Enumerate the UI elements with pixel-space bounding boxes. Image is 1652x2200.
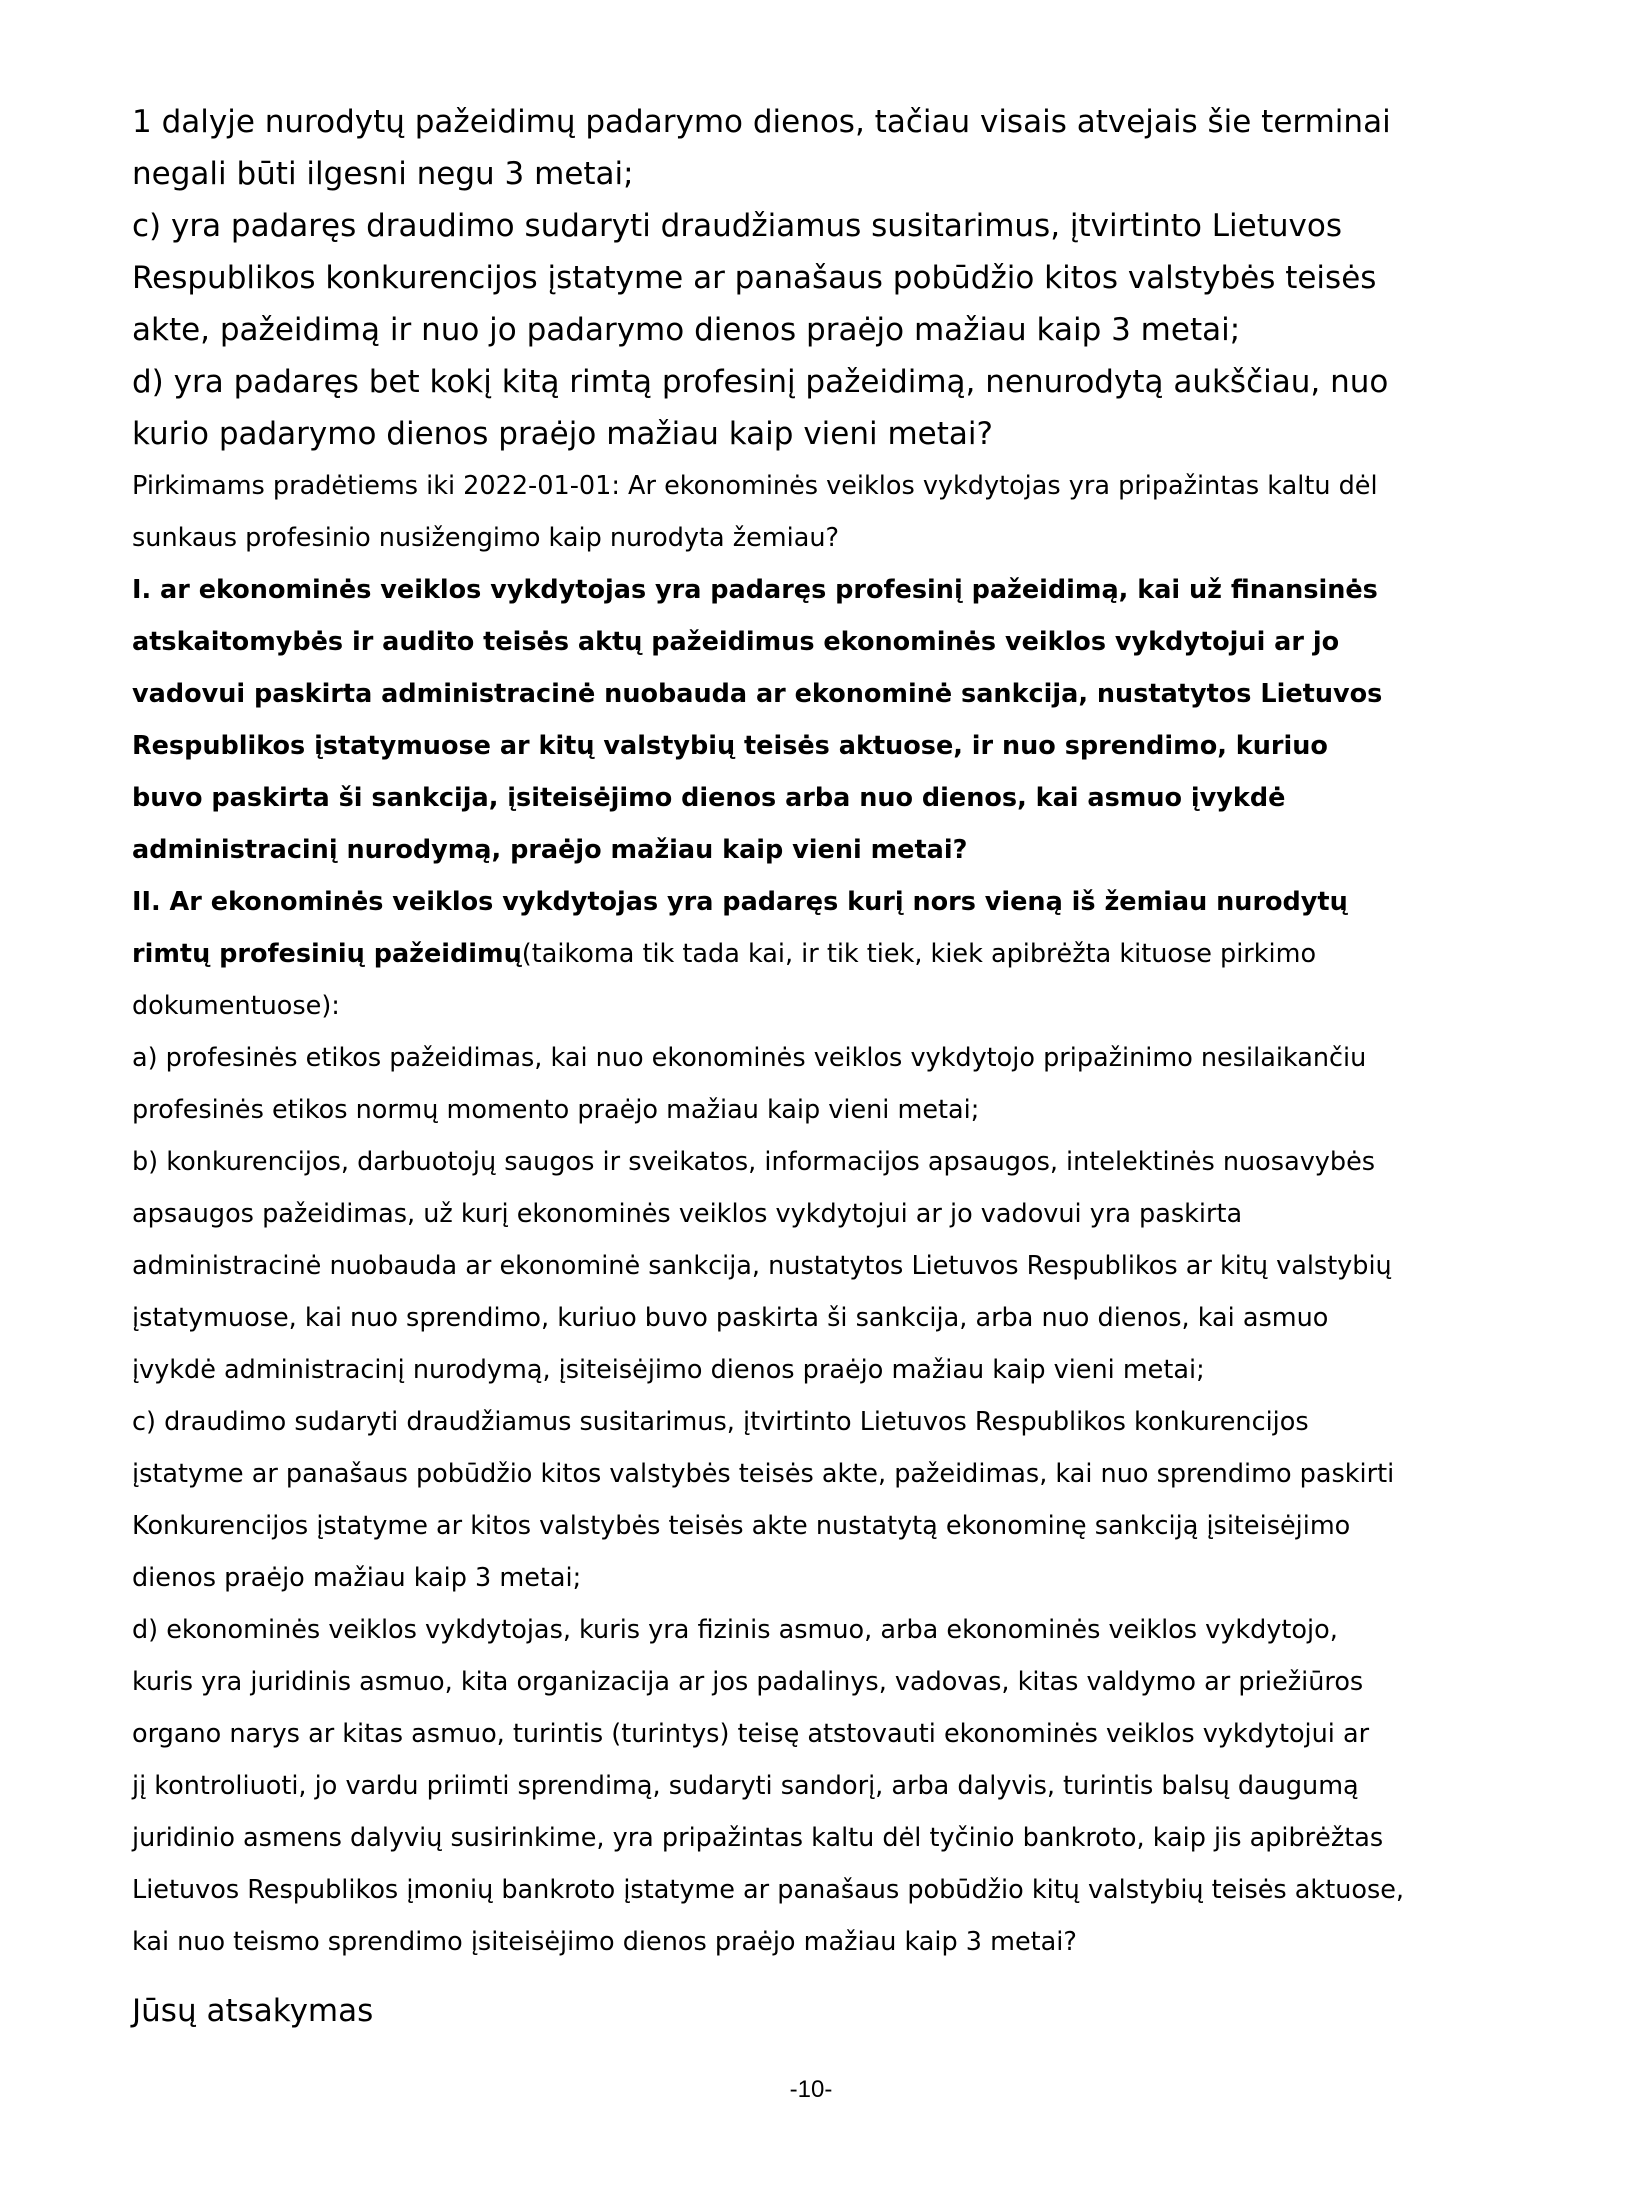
text-line [132,772,1532,824]
text-line [132,1396,1532,1448]
text-line [132,1084,1532,1136]
text: kai nuo teismo sprendimo įsiteisėjimo dienos praėjo mažiau kaip 3 metai? [132,1927,1077,1957]
text: įvykdė administracinį nurodymą, įsiteisėjimo dienos praėjo mažiau kaip vieni metai; [132,1355,1205,1385]
text-line [132,1708,1532,1760]
text-line [132,1344,1532,1396]
text: įstatymuose, kai nuo sprendimo, kuriuo buvo paskirta ši sankcija, arba nuo dienos, kai asmuo [132,1303,1329,1333]
answer-heading: Jūsų atsakymas [132,1993,374,2029]
text: c) draudimo sudaryti draudžiamus susitarimus, įtvirtinto Lietuvos Respublikos konkurencijos [132,1407,1309,1437]
text-line [132,148,1532,200]
text-line [132,200,1532,252]
text-line [132,1812,1532,1864]
text: d) ekonominės veiklos vykdytojas, kuris yra fizinis asmuo, arba ekonominės veiklos vykdytojo, [132,1615,1338,1645]
page-number: -10- [789,2076,833,2103]
bold-text: atskaitomybės ir audito teisės aktų pažeidimus ekonominės veiklos vykdytojui ar jo [132,627,1340,657]
text: d) yra padaręs bet kokį kitą rimtą profesinį pažeidimą, nenurodytą aukščiau, nuo [132,364,1389,400]
text: administracinė nuobauda ar ekonominė sankcija, nustatytos Lietuvos Respublikos ar kitų valstybių [132,1251,1392,1281]
text: akte, pažeidimą ir nuo jo padarymo dienos praėjo mažiau kaip 3 metai; [132,312,1241,348]
text: negali būti ilgesni negu 3 metai; [132,156,634,192]
text: juridinio asmens dalyvių susirinkime, yra pripažintas kaltu dėl tyčinio bankroto, kaip jis apibrėžtas [132,1823,1384,1853]
bold-text: rimtų profesinių pažeidimų [132,939,522,969]
text: organo narys ar kitas asmuo, turintis (turintys) teisę atstovauti ekonominės veiklos vykdytojui ar [132,1719,1370,1749]
text-line [132,96,1532,148]
text: 1 dalyje nurodytų pažeidimų padarymo dienos, tačiau visais atvejais šie terminai [132,104,1391,140]
text: profesinės etikos normų momento praėjo mažiau kaip vieni metai; [132,1095,980,1125]
text: kurio padarymo dienos praėjo mažiau kaip vieni metai? [132,416,993,452]
text-line [132,1136,1532,1188]
text-line [132,252,1532,304]
text: apsaugos pažeidimas, už kurį ekonominės veiklos vykdytojui ar jo vadovui yra paskirta [132,1199,1243,1229]
text-line [132,1760,1532,1812]
text-line [132,512,1532,564]
text: Pirkimams pradėtiems iki 2022-01-01: Ar ekonominės veiklos vykdytojas yra pripažintas kaltu dėl [132,471,1378,501]
text: dienos praėjo mažiau kaip 3 metai; [132,1563,582,1593]
text: c) yra padaręs draudimo sudaryti draudžiamus susitarimus, įtvirtinto Lietuvos [132,208,1342,244]
text-line [132,928,1532,980]
text-line [132,356,1532,408]
text-line [132,1656,1532,1708]
text: įstatyme ar panašaus pobūdžio kitos valstybės teisės akte, pažeidimas, kai nuo sprendimo paskirti [132,1459,1395,1489]
text: sunkaus profesinio nusižengimo kaip nurodyta žemiau? [132,523,840,553]
text-line [132,616,1532,668]
text: Konkurencijos įstatyme ar kitos valstybės teisės akte nustatytą ekonominę sankciją įsiteisėjimo [132,1511,1351,1541]
text: Lietuvos Respublikos įmonių bankroto įstatyme ar panašaus pobūdžio kitų valstybių teisės aktuose, [132,1875,1405,1905]
text: dokumentuose): [132,991,340,1021]
bold-text: I. ar ekonominės veiklos vykdytojas yra padaręs profesinį pažeidimą, kai už finansinės [132,575,1378,605]
bold-text: administracinį nurodymą, praėjo mažiau kaip vieni metai? [132,835,968,865]
text-line [132,304,1532,356]
text-line [132,460,1532,512]
text: kuris yra juridinis asmuo, kita organizacija ar jos padalinys, vadovas, kitas valdymo ar priežiūros [132,1667,1364,1697]
document-body [132,96,1532,1968]
text-line [132,1864,1532,1916]
text-line [132,1188,1532,1240]
text: jį kontroliuoti, jo vardu priimti sprendimą, sudaryti sandorį, arba dalyvis, turintis balsų daugumą [132,1771,1359,1801]
text-line [132,1552,1532,1604]
bold-text: II. Ar ekonominės veiklos vykdytojas yra padaręs kurį nors vieną iš žemiau nurodytų [132,887,1348,917]
text-line [132,980,1532,1032]
text-line [132,1240,1532,1292]
text-line [132,408,1532,460]
text-line [132,1916,1532,1968]
text-line [132,1500,1532,1552]
text-line [132,876,1532,928]
bold-text: buvo paskirta ši sankcija, įsiteisėjimo dienos arba nuo dienos, kai asmuo įvykdė [132,783,1286,813]
text-line [132,824,1532,876]
text-line [132,1032,1532,1084]
text-line [132,1292,1532,1344]
text: (taikoma tik tada kai, ir tik tiek, kiek apibrėžta kituose pirkimo [521,939,1317,969]
text-line [132,668,1532,720]
text: a) profesinės etikos pažeidimas, kai nuo ekonominės veiklos vykdytojo pripažinimo nesilaikančiu [132,1043,1367,1073]
text: Respublikos konkurencijos įstatyme ar panašaus pobūdžio kitos valstybės teisės [132,260,1377,296]
text-line [132,564,1532,616]
text-line [132,1604,1532,1656]
bold-text: Respublikos įstatymuose ar kitų valstybių teisės aktuose, ir nuo sprendimo, kuriuo [132,731,1328,761]
text: b) konkurencijos, darbuotojų saugos ir sveikatos, informacijos apsaugos, intelektinės nuosavybės [132,1147,1376,1177]
bold-text: vadovui paskirta administracinė nuobauda ar ekonominė sankcija, nustatytos Lietuvos [132,679,1383,709]
text-line [132,720,1532,772]
text-line [132,1448,1532,1500]
